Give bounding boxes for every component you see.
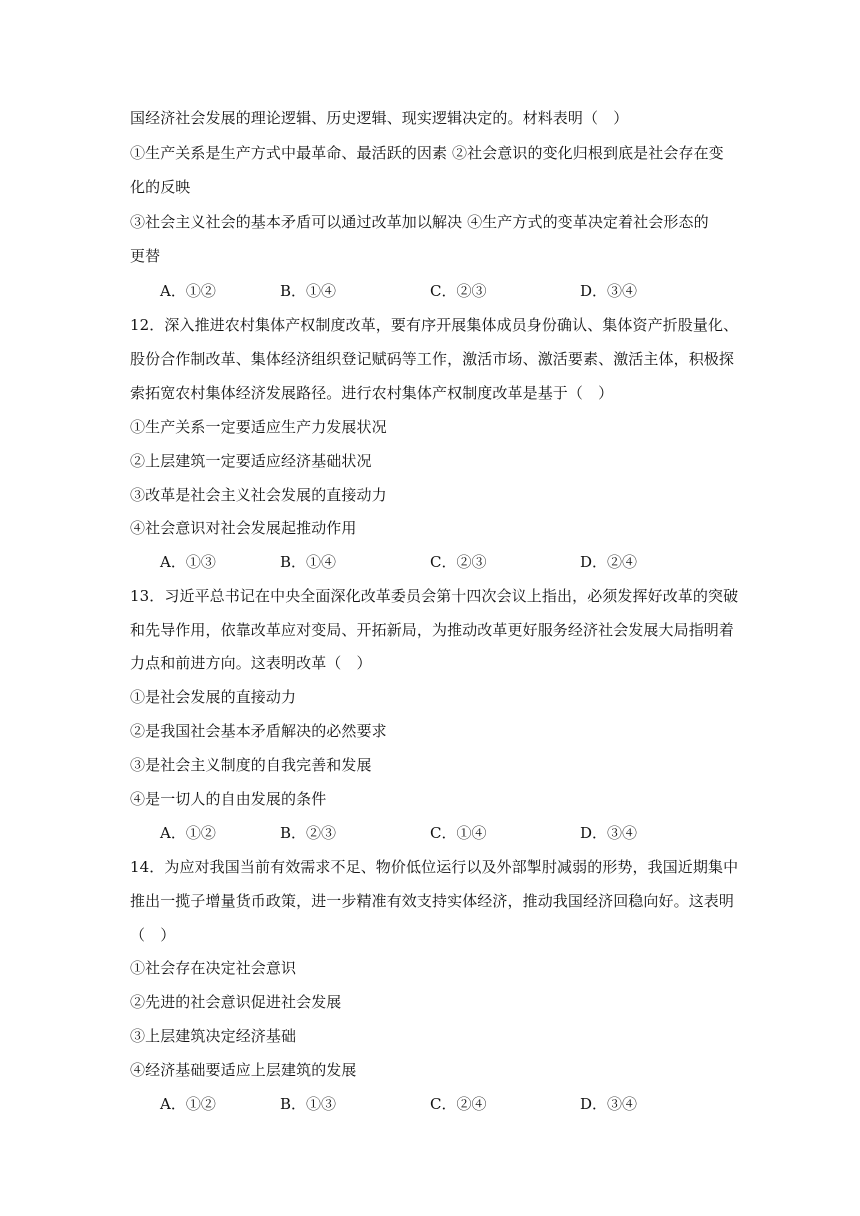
question-12-statement: ②上层建筑一定要适应经济基础状况 (130, 452, 372, 470)
option-d[interactable]: D．③④ (580, 1095, 638, 1113)
question-11-text-line: 国经济社会发展的理论逻辑、历史逻辑、现实逻辑决定的。材料表明（ ） (130, 109, 629, 127)
question-13-statement: ②是我国社会基本矛盾解决的必然要求 (130, 722, 387, 740)
question-14-stem: 14．为应对我国当前有效需求不足、物价低位运行以及外部掣肘减弱的形势，我国近期集中 (130, 858, 739, 876)
option-b[interactable]: B．①④ (280, 282, 337, 300)
question-13-statement: ④是一切人的自由发展的条件 (130, 790, 327, 808)
option-c[interactable]: C．②④ (430, 1095, 487, 1113)
question-12-statement: ①生产关系一定要适应生产力发展状况 (130, 418, 387, 436)
question-14-statement: ④经济基础要适应上层建筑的发展 (130, 1061, 357, 1079)
question-11-statement-line: ③社会主义社会的基本矛盾可以通过改革加以解决 ④生产方式的变革决定着社会形态的 (130, 213, 709, 231)
question-14-statement: ①社会存在决定社会意识 (130, 959, 297, 977)
question-11-statement-line: ①生产关系是生产方式中最革命、最活跃的因素 ②社会意识的变化归根到底是社会存在变 (130, 144, 724, 162)
option-d[interactable]: D．③④ (580, 282, 638, 300)
option-a[interactable]: A．①② (160, 1095, 216, 1113)
option-a[interactable]: A．①② (160, 282, 216, 300)
question-12-statement: ③改革是社会主义社会发展的直接动力 (130, 486, 387, 504)
option-b[interactable]: B．①③ (280, 1095, 337, 1113)
question-12-stem: 12．深入推进农村集体产权制度改革，要有序开展集体成员身份确认、集体资产折股量化、 (130, 316, 739, 334)
question-11-statement-line: 化的反映 (130, 178, 191, 196)
question-13-stem: 13．习近平总书记在中央全面深化改革委员会第十四次会议上指出，必须发挥好改革的突破 (130, 587, 739, 605)
option-d[interactable]: D．②④ (580, 553, 638, 571)
question-11-statement-line: 更替 (130, 247, 161, 265)
question-13-statement: ③是社会主义制度的自我完善和发展 (130, 756, 372, 774)
question-12-stem: 股份合作制改革、集体经济组织登记赋码等工作，激活市场、激活要素、激活主体，积极探 (130, 350, 735, 368)
option-d[interactable]: D．③④ (580, 824, 638, 842)
option-c[interactable]: C．②③ (430, 553, 487, 571)
option-b[interactable]: B．①④ (280, 553, 337, 571)
question-14-statement: ③上层建筑决定经济基础 (130, 1027, 297, 1045)
question-13-stem: 力点和前进方向。这表明改革（ ） (130, 654, 372, 672)
question-13-statement: ①是社会发展的直接动力 (130, 688, 297, 706)
option-c[interactable]: C．②③ (430, 282, 487, 300)
option-a[interactable]: A．①② (160, 824, 216, 842)
option-b[interactable]: B．②③ (280, 824, 337, 842)
question-12-statement: ④社会意识对社会发展起推动作用 (130, 519, 357, 537)
question-14-statement: ②先进的社会意识促进社会发展 (130, 993, 342, 1011)
question-13-stem: 和先导作用，依靠改革应对变局、开拓新局，为推动改革更好服务经济社会发展大局指明着 (130, 621, 735, 639)
option-c[interactable]: C．①④ (430, 824, 487, 842)
question-14-stem: （ ） (130, 926, 176, 944)
question-14-stem: 推出一揽子增量货币政策，进一步精准有效支持实体经济，推动我国经济回稳向好。这表明 (130, 892, 735, 910)
question-12-stem: 索拓宽农村集体经济发展路径。进行农村集体产权制度改革是基于（ ） (130, 384, 614, 402)
option-a[interactable]: A．①③ (160, 553, 216, 571)
